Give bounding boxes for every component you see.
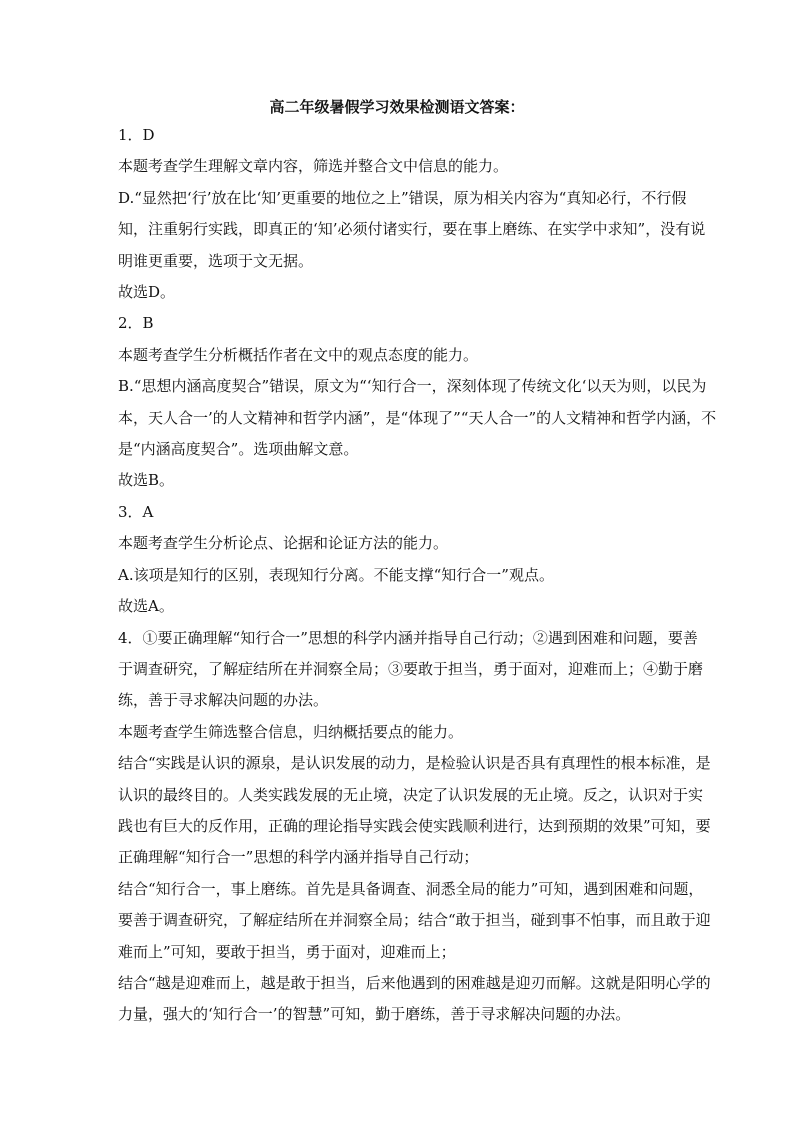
- text-line: 故选D。: [118, 283, 176, 302]
- text-line: 1．D: [118, 126, 155, 144]
- text-line: 要善于调查研究，了解症结所在并洞察全局；结合“敢于担当，碰到事不怕事，而且敢于迎: [118, 911, 711, 930]
- text-line: B.“思想内涵高度契合”错误，原文为“‘知行合一，深刻体现了传统文化‘以天为则，以民为: [118, 377, 707, 396]
- text-line: A.该项是知行的区别，表现知行分离。不能支撑“知行合一”观点。: [118, 565, 554, 584]
- text-line: 于调查研究，了解症结所在并洞察全局；③要敢于担当，勇于面对，迎难而上；④勤于磨: [118, 659, 704, 678]
- answer-content: [118, 120, 717, 1031]
- text-line: 本题考查学生分析概括作者在文中的观点态度的能力。: [118, 345, 479, 364]
- text-line: 故选A。: [118, 597, 174, 616]
- text-line: 故选B。: [118, 471, 175, 490]
- text-line: 结合“实践是认识的源泉，是认识发展的动力，是检验认识是否具有真理性的根本标准，是: [118, 754, 711, 773]
- text-line: 力量，强大的‘知行合一’的智慧”可知，勤于磨练，善于寻求解决问题的办法。: [118, 1005, 631, 1024]
- text-line: 明谁更重要，选项于文无据。: [118, 251, 314, 270]
- text-line: 结合“越是迎难而上，越是敢于担当，后来他遇到的困难越是迎刃而解。这就是阳明心学的: [118, 973, 711, 992]
- text-line: 本题考查学生分析论点、论据和论证方法的能力。: [118, 534, 449, 553]
- text-line: 本题考查学生筛选整合信息，归纳概括要点的能力。: [118, 722, 464, 741]
- text-line: 认识的最终目的。人类实践发展的无止境，决定了认识发展的无止境。反之，认识对于实: [118, 785, 704, 804]
- text-line: 知，注重躬行实践，即真正的‘知’必须付诸实行，要在事上磨练、在实学中求知”，没有说: [118, 220, 706, 239]
- text-line: 2．B: [118, 314, 154, 333]
- text-line: 本题考查学生理解文章内容，筛选并整合文中信息的能力。: [118, 157, 509, 176]
- text-line: 4．①要正确理解“知行合一”思想的科学内涵并指导自己行动；②遇到困难和问题，要善: [118, 628, 698, 647]
- text-line: 本，天人合一’的人文精神和哲学内涵”，是“体现了”“天人合一”的人文精神和哲学内涵，不: [118, 408, 717, 427]
- text-line: 正确理解“知行合一”思想的科学内涵并指导自己行动；: [118, 848, 479, 867]
- text-line: 练，善于寻求解决问题的办法。: [118, 691, 329, 710]
- text-line: 3．A: [118, 502, 154, 521]
- text-line: D.“显然把‘行’放在比‘知’更重要的地位之上”错误，原为相关内容为“真知必行，不行假: [118, 188, 687, 207]
- text-line: 结合“知行合一，事上磨练。首先是具备调查、洞悉全局的能力”可知，遇到困难和问题，: [118, 879, 704, 898]
- text-line: 是“内涵高度契合”。选项曲解文意。: [118, 440, 359, 459]
- text-line: 难而上”可知，要敢于担当，勇于面对，迎难而上；: [118, 942, 456, 961]
- page-title: 高二年级暑假学习效果检测语文答案：: [269, 98, 525, 116]
- text-line: 践也有巨大的反作用，正确的理论指导实践会使实践顺利进行，达到预期的效果”可知，要: [118, 816, 711, 835]
